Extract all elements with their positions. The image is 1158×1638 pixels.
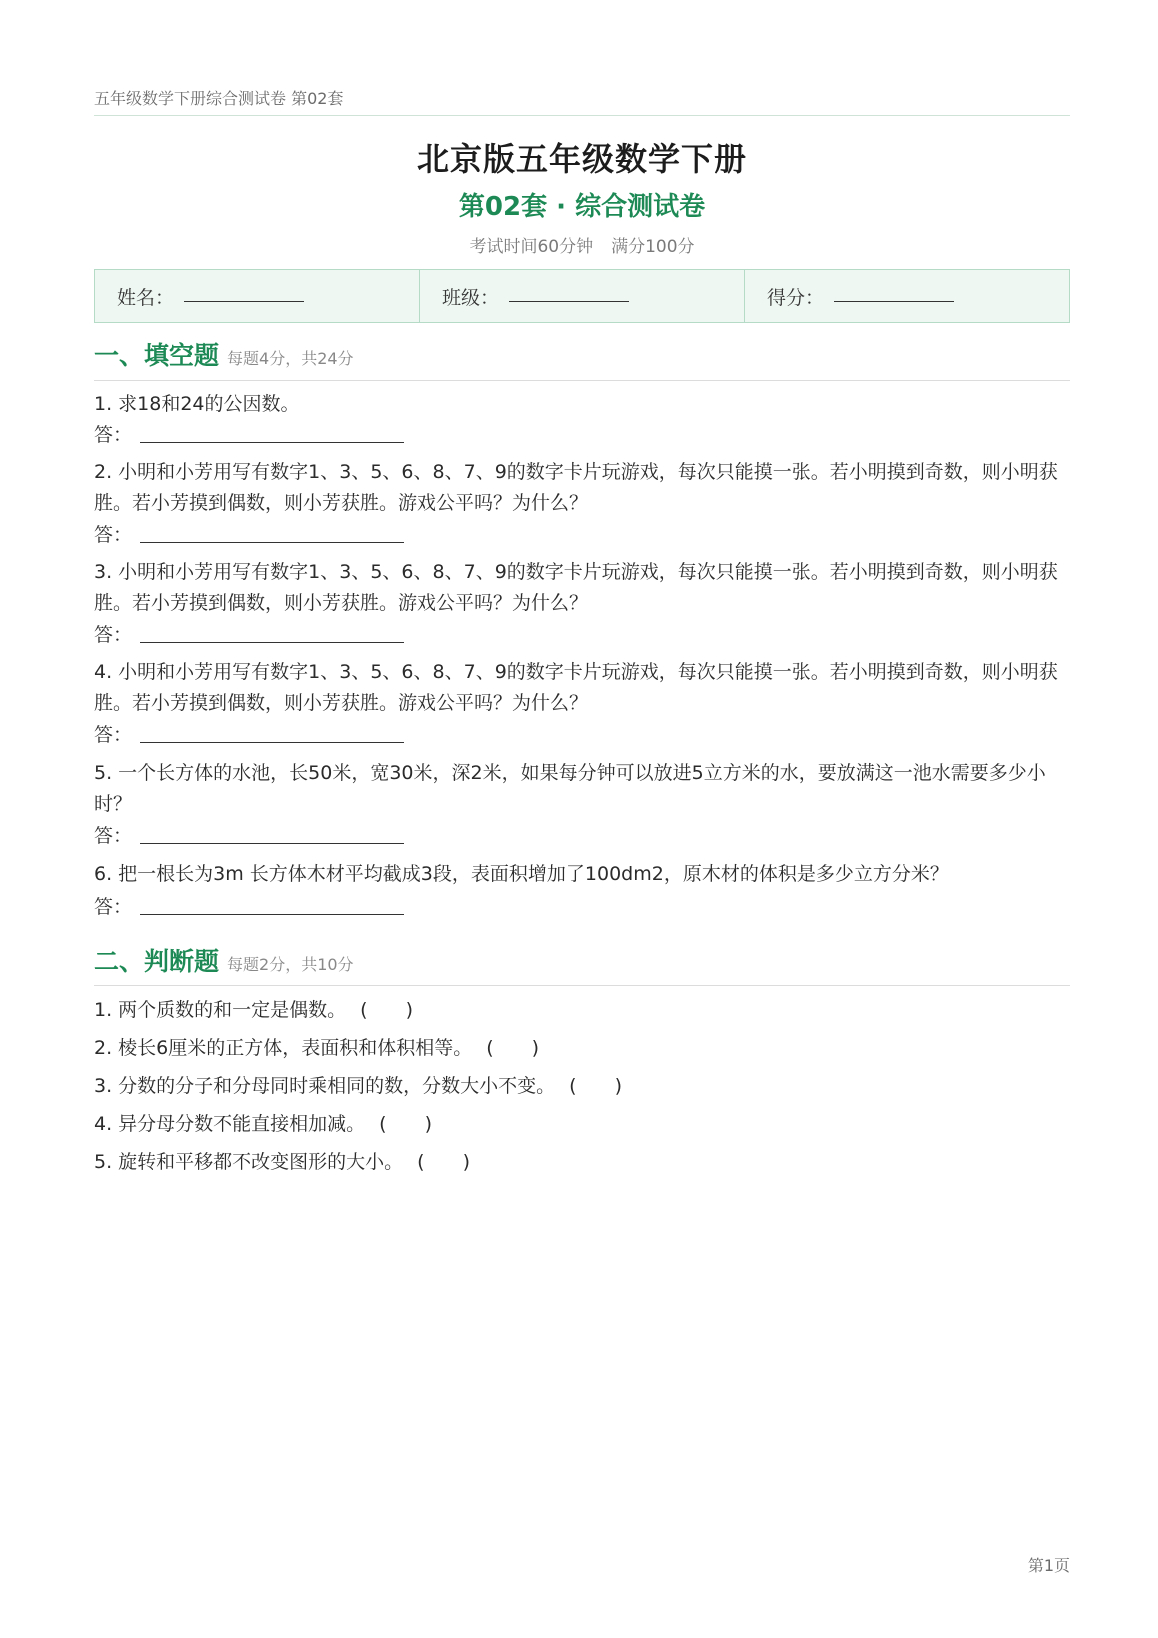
answer-brackets[interactable]: ( )	[569, 1075, 622, 1097]
name-cell	[95, 270, 419, 322]
answer-field[interactable]	[140, 442, 404, 443]
running-header: 五年级数学下册综合测试卷 第02套	[94, 89, 344, 108]
answer-row-2	[94, 520, 404, 547]
answer-brackets[interactable]: ( )	[379, 1113, 432, 1135]
answer-field[interactable]	[140, 914, 404, 915]
fill-question-1: 1. 求18和24的公因数。	[94, 393, 300, 415]
answer-row-4	[94, 720, 404, 747]
judge-text: 2. 棱长6厘米的正方体，表面积和体积相等。	[94, 1037, 473, 1059]
fill-question-4: 4. 小明和小芳用写有数字1、3、5、6、8、7、9的数字卡片玩游戏，每次只能摸一张。若小明摸到奇数，则小明获胜。若小芳摸到偶数，则小芳获胜。游戏公平吗？为什么？	[94, 661, 1058, 714]
judge-question-3	[94, 1071, 622, 1098]
fill-question-3: 3. 小明和小芳用写有数字1、3、5、6、8、7、9的数字卡片玩游戏，每次只能摸一张。若小明摸到奇数，则小明获胜。若小芳摸到偶数，则小芳获胜。游戏公平吗？为什么？	[94, 561, 1058, 614]
answer-brackets[interactable]: ( )	[417, 1151, 470, 1173]
fill-question-2: 2. 小明和小芳用写有数字1、3、5、6、8、7、9的数字卡片玩游戏，每次只能摸一张。若小明摸到奇数，则小明获胜。若小芳摸到偶数，则小芳获胜。游戏公平吗？为什么？	[94, 461, 1058, 514]
answer-row-5	[94, 821, 404, 848]
page-title: 北京版五年级数学下册	[416, 140, 747, 178]
answer-row-1	[94, 420, 404, 447]
section1-title: 一、填空题	[94, 341, 220, 370]
judge-question-4	[94, 1109, 432, 1136]
answer-label: 答：	[94, 524, 133, 546]
judge-text: 3. 分数的分子和分母同时乘相同的数，分数大小不变。	[94, 1075, 556, 1097]
answer-field[interactable]	[140, 542, 404, 543]
header-divider	[94, 115, 1070, 116]
section2-divider	[94, 985, 1070, 986]
section1-divider	[94, 380, 1070, 381]
judge-question-2	[94, 1033, 539, 1060]
student-info-box	[94, 269, 1070, 323]
fill-question-5: 5. 一个长方体的水池，长50米，宽30米，深2米，如果每分钟可以放进5立方米的水，要放满这一池水需要多少小时？	[94, 762, 1046, 815]
exam-meta	[94, 232, 1070, 257]
answer-field[interactable]	[140, 742, 404, 743]
section2-note: 每题2分，共10分	[227, 955, 354, 974]
score-cell	[744, 270, 1069, 322]
score-label: 得分：	[767, 286, 825, 309]
answer-row-3	[94, 620, 404, 647]
judge-text: 5. 旋转和平移都不改变图形的大小。	[94, 1151, 404, 1173]
answer-label: 答：	[94, 896, 133, 918]
answer-brackets[interactable]: ( )	[360, 999, 413, 1021]
class-field[interactable]	[509, 301, 629, 302]
section1-note: 每题4分，共24分	[227, 349, 354, 368]
judge-text: 1. 两个质数的和一定是偶数。	[94, 999, 347, 1021]
answer-label: 答：	[94, 624, 133, 646]
answer-label: 答：	[94, 424, 133, 446]
answer-label: 答：	[94, 825, 133, 847]
section2-title: 二、判断题	[94, 947, 220, 976]
class-cell	[419, 270, 744, 322]
exam-time: 考试时间60分钟	[469, 237, 594, 257]
judge-question-5	[94, 1147, 470, 1174]
answer-field[interactable]	[140, 843, 404, 844]
section2-header	[94, 942, 1070, 978]
name-label: 姓名：	[117, 286, 175, 309]
judge-text: 4. 异分母分数不能直接相加减。	[94, 1113, 366, 1135]
answer-field[interactable]	[140, 642, 404, 643]
judge-question-1	[94, 995, 413, 1022]
name-field[interactable]	[184, 301, 304, 302]
page-subtitle: 第02套 · 综合测试卷	[458, 192, 706, 222]
score-field[interactable]	[834, 301, 954, 302]
answer-row-6	[94, 892, 404, 919]
fill-question-6: 6. 把一根长为3m 长方体木材平均截成3段，表面积增加了100dm2，原木材的体积是多少立方分米？	[94, 863, 949, 885]
exam-score: 满分100分	[611, 237, 695, 257]
answer-label: 答：	[94, 724, 133, 746]
class-label: 班级：	[442, 286, 500, 309]
page-number: 第1页	[1027, 1556, 1070, 1575]
section1-header	[94, 336, 1070, 372]
answer-brackets[interactable]: ( )	[486, 1037, 540, 1059]
